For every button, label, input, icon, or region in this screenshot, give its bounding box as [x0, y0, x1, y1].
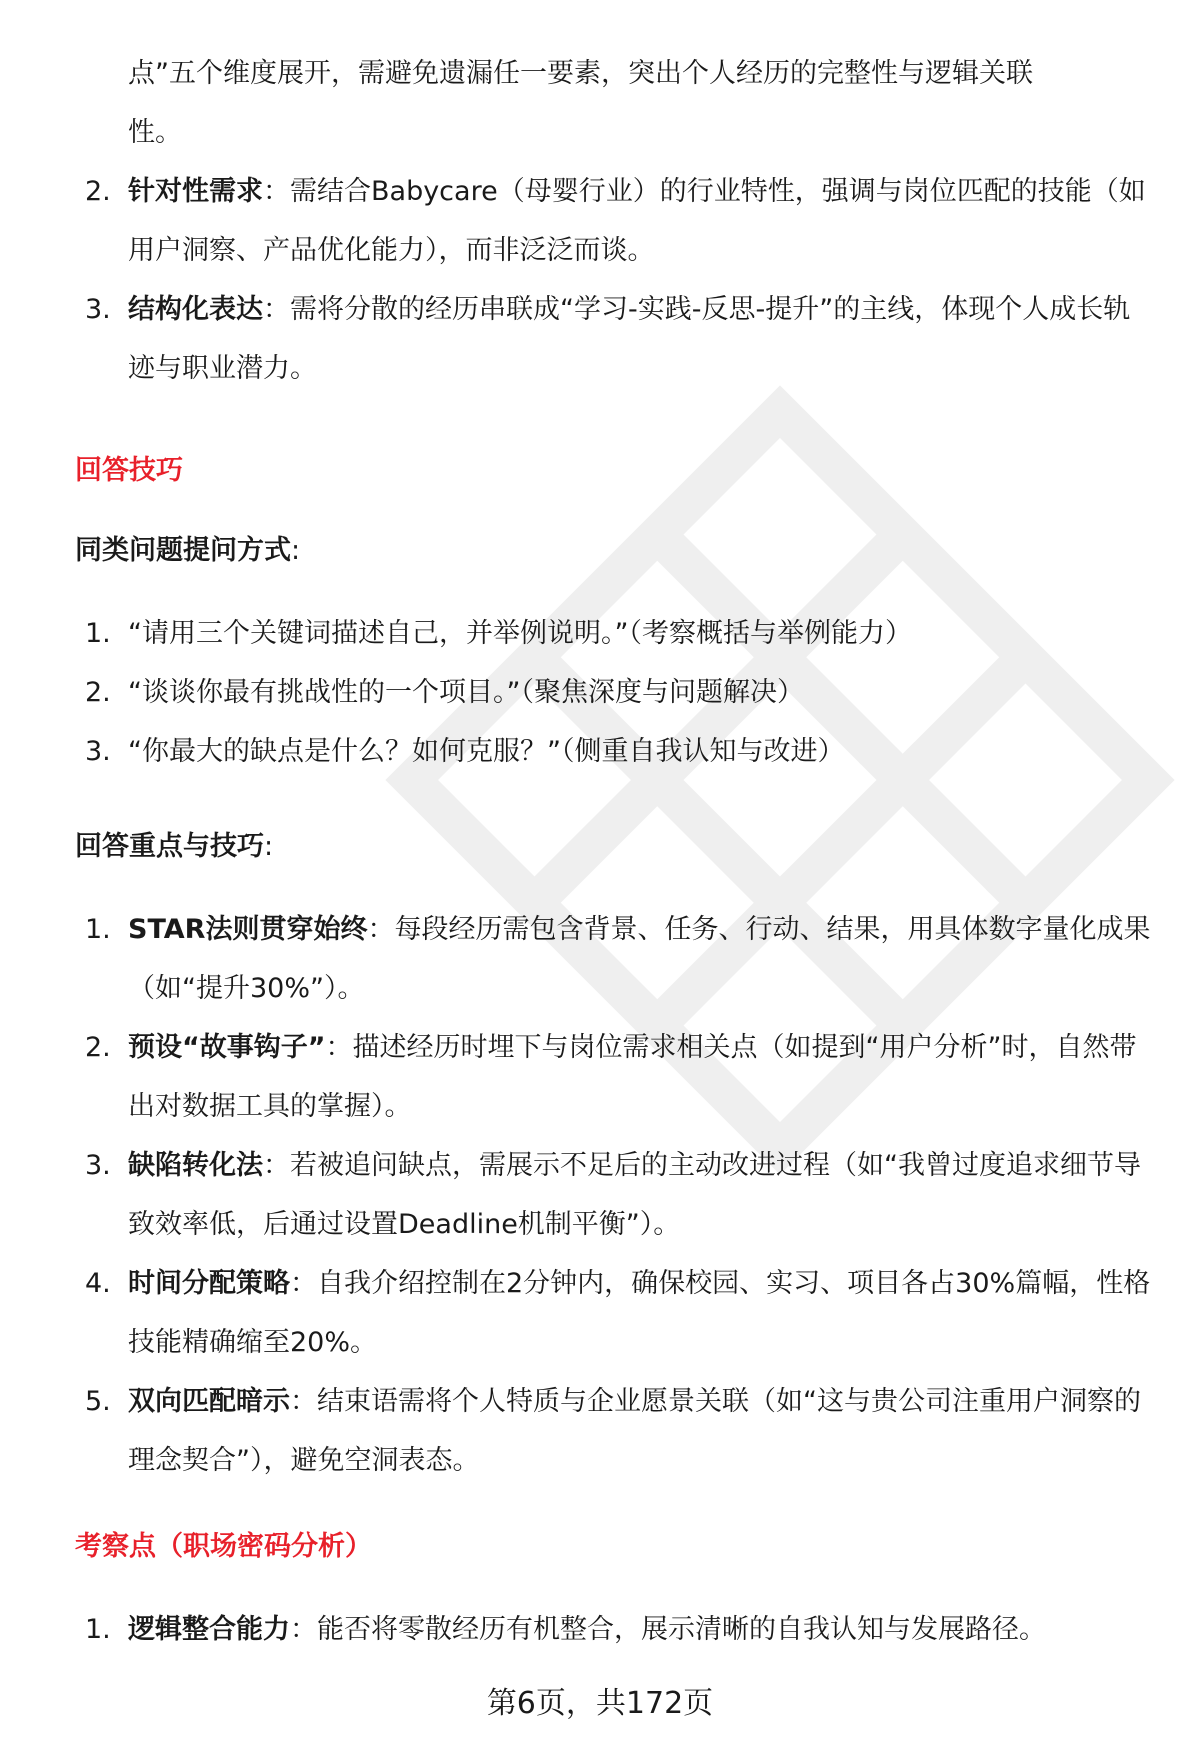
item-text: “你最大的缺点是什么？如何克服？”（侧重自我认知与改进） [128, 736, 845, 767]
list-item [75, 1136, 1155, 1254]
list-item [75, 663, 1155, 722]
item-text: ：若被追问缺点，需展示不足后的主动改进过程（如“我曾过度追求细节导致效率低，后通过设置Deadline机制平衡”）。 [128, 1150, 1141, 1240]
page-number: 第6页，共172页 [486, 1686, 714, 1721]
item-label: 缺陷转化法 [128, 1150, 263, 1181]
subtitle-text: 同类问题提问方式 [75, 535, 291, 566]
list-number: 3. [85, 736, 111, 767]
intro-block [75, 44, 1155, 398]
list-number: 3. [85, 294, 111, 325]
list-number: 2. [85, 176, 111, 207]
subtitle-colon: : [291, 535, 301, 566]
list-number: 3. [85, 1150, 111, 1181]
subtitle-colon: : [264, 831, 274, 862]
list-number: 5. [85, 1386, 111, 1417]
list-number: 1. [85, 1614, 111, 1645]
list-item [75, 162, 1155, 280]
item-label: 逻辑整合能力 [128, 1614, 290, 1645]
item-label: 结构化表达 [128, 294, 263, 325]
item-text: ：能否将零散经历有机整合，展示清晰的自我认知与发展路径。 [290, 1614, 1046, 1645]
list-item [75, 722, 1155, 781]
list-number: 2. [85, 677, 111, 708]
item-label: 时间分配策略 [128, 1268, 290, 1299]
list-item [75, 900, 1155, 1018]
item-text: ：自我介绍控制在2分钟内，确保校园、实习、项目各占30%篇幅，性格技能精确缩至20%。 [128, 1268, 1151, 1358]
list-number: 2. [85, 1032, 111, 1063]
keypoints-title [75, 824, 273, 863]
list-item [75, 1254, 1155, 1372]
list-item [75, 1372, 1155, 1490]
item-label: STAR法则贯穿始终 [128, 914, 368, 945]
keypoints-list [75, 900, 1155, 1490]
list-item [75, 1600, 1155, 1659]
item-label: 针对性需求 [128, 176, 263, 207]
list-item [75, 1018, 1155, 1136]
subtitle-text: 回答重点与技巧 [75, 831, 264, 862]
item-label: 预设“故事钩子” [128, 1032, 326, 1063]
intro-list [75, 162, 1155, 398]
item-text: “请用三个关键词描述自己，并举例说明。”（考察概括与举例能力） [128, 618, 912, 649]
item-text: ：描述经历时埋下与岗位需求相关点（如提到“用户分析”时，自然带出对数据工具的掌握）。 [128, 1032, 1137, 1122]
item-text: ：结束语需将个人特质与企业愿景关联（如“这与贵公司注重用户洞察的理念契合”），避免空洞表态。 [128, 1386, 1141, 1476]
similar-questions-list [75, 604, 1155, 781]
keypoints-block [75, 900, 1155, 1490]
exam-block [75, 1600, 1155, 1659]
section-title-tips: 回答技巧 [75, 455, 183, 486]
intro-continuation-line1: 点”五个维度展开，需避免遗漏任一要素，突出个人经历的完整性与逻辑关联 [128, 58, 1033, 89]
intro-continuation-line2: 性。 [128, 117, 182, 148]
similar-questions-title [75, 528, 300, 567]
list-number: 1. [85, 914, 111, 945]
exam-list [75, 1600, 1155, 1659]
item-text: ：需将分散的经历串联成“学习-实践-反思-提升”的主线，体现个人成长轨迹与职业潜力。 [128, 294, 1131, 384]
list-number: 4. [85, 1268, 111, 1299]
section-title-exam: 考察点（职场密码分析） [75, 1531, 372, 1562]
item-label: 双向匹配暗示 [128, 1386, 290, 1417]
list-item [75, 604, 1155, 663]
item-text: ：每段经历需包含背景、任务、行动、结果，用具体数字量化成果（如“提升30%”）。 [128, 914, 1151, 1004]
list-number: 1. [85, 618, 111, 649]
list-item [75, 280, 1155, 398]
similar-questions-block [75, 604, 1155, 781]
item-text: ：需结合Babycare（母婴行业）的行业特性，强调与岗位匹配的技能（如用户洞察、产品优化能力），而非泛泛而谈。 [128, 176, 1146, 266]
item-text: “谈谈你最有挑战性的一个项目。”（聚焦深度与问题解决） [128, 677, 804, 708]
